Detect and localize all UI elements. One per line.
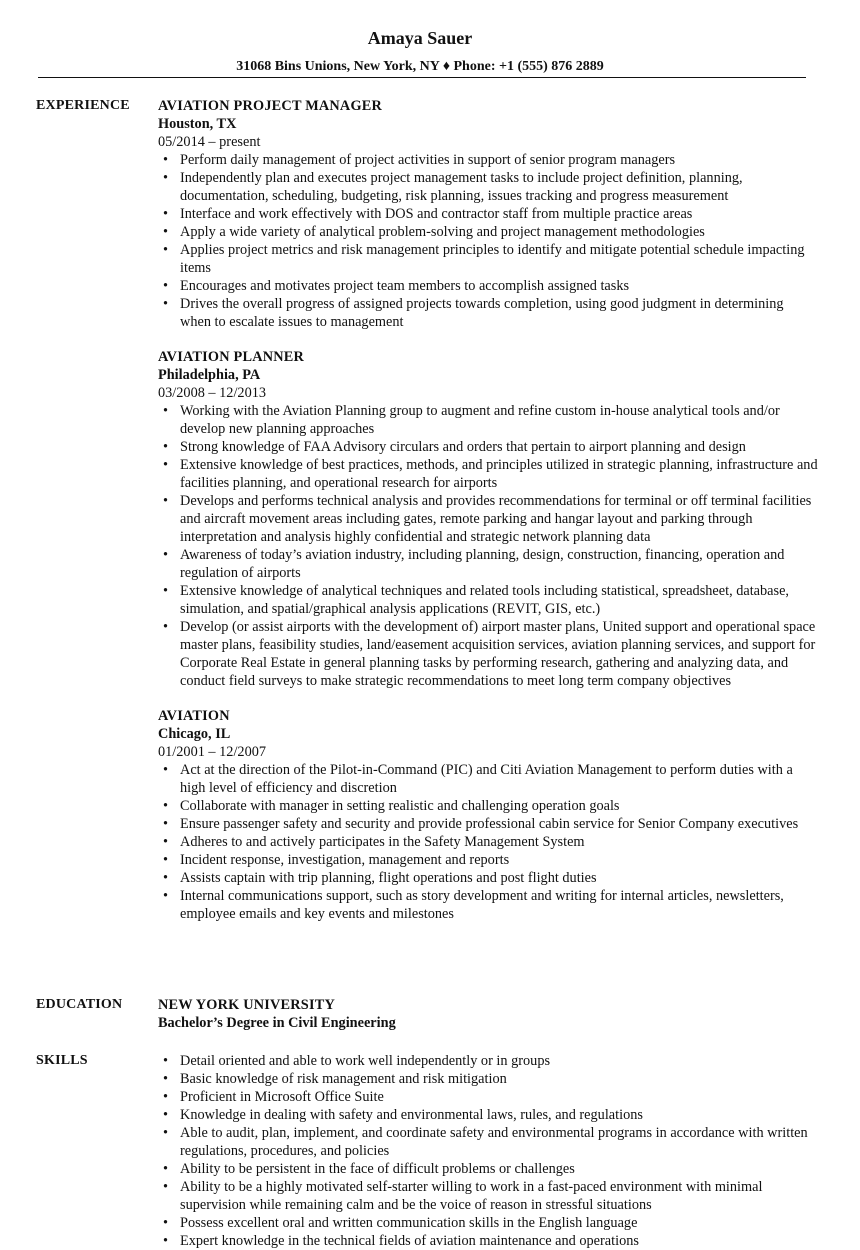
job-entry [158,707,818,923]
job-bullet: • Internal communications support, such as story development and writing for internal articles, newsletters, employee emails and key events and milestones [163,888,784,922]
experience-list [158,97,818,940]
skill-item: • Knowledge in dealing with safety and environmental laws, rules, and regulations [163,1107,643,1123]
job-bullets [158,761,818,923]
job-bullet: • Extensive knowledge of best practices, methods, and principles utilized in strategic planning, infrastructure and facilities planning, and operational research for airports [163,457,818,491]
job-title: AVIATION PLANNER [158,349,305,365]
bullet-icon: • [163,224,169,240]
education-degree: Bachelor’s Degree in Civil Engineering [158,1015,396,1031]
bullet-icon: • [163,798,169,814]
job-bullet: • Strong knowledge of FAA Advisory circulars and orders that pertain to airport planning and design [163,439,746,455]
bullet-icon: • [163,762,169,778]
job-location: Houston, TX [158,116,237,132]
job-bullet: • Act at the direction of the Pilot-in-Command (PIC) and Citi Aviation Management to perform duties with a high level of efficiency and discretion [163,762,793,796]
job-bullet: • Incident response, investigation, management and reports [163,852,510,868]
job-bullet: • Develop (or assist airports with the development of) airport master plans, United support and operational space master plans, feasibility studies, land/easement acquisition services, aviation planning services, and support for Corporate Real Estate in general planning tasks by performing research, gathering and analyzing data, and conduct field surveys to make strategic recommendations to meet long term company objectives [163,619,816,689]
skill-item: • Ability to be a highly motivated self-starter willing to work in a fast-paced environment with minimal supervision while remaining calm and be the voice of reason in stressful situations [163,1179,763,1213]
job-bullet: • Develops and performs technical analysis and provides recommendations for terminal or off terminal facilities and aircraft movement areas including gates, remote parking and hangar layout and parking through interpretation and analysis highly confidential and strategic network planning data [163,493,812,545]
skill-item: • Able to audit, plan, implement, and coordinate safety and environmental programs in accordance with written regulations, procedures, and policies [163,1125,808,1159]
bullet-icon: • [163,852,169,868]
bullet-icon: • [163,888,169,904]
skills-list [158,1052,818,1250]
job-location: Chicago, IL [158,726,231,742]
contact-line: 31068 Bins Unions, New York, NY ♦ Phone: +1 (555) 876 2889 [236,59,604,74]
job-dates: 03/2008 – 12/2013 [158,385,267,401]
job-entry [158,348,818,690]
job-bullet: • Extensive knowledge of analytical techniques and related tools including statistical, spreadsheet, database, simulation, and spatial/graphical analysis applications (REVIT, GIS, etc.) [163,583,790,617]
education-body [158,996,818,1032]
bullet-icon: • [163,403,169,419]
skill-item: • Detail oriented and able to work well independently or in groups [163,1053,551,1069]
bullet-icon: • [163,1215,169,1231]
job-bullet: • Apply a wide variety of analytical problem-solving and project management methodologies [163,224,705,240]
job-bullet: • Adheres to and actively participates in the Safety Management System [163,834,585,850]
bullet-icon: • [163,1089,169,1105]
skill-item: • Proficient in Microsoft Office Suite [163,1089,384,1105]
bullet-icon: • [163,439,169,455]
job-dates: 05/2014 – present [158,134,261,150]
skills-body [158,1052,818,1250]
bullet-icon: • [163,206,169,222]
job-bullet: • Awareness of today’s aviation industry, including planning, design, construction, financing, operation and regulation of airports [163,547,785,581]
bullet-icon: • [163,242,169,258]
skill-item: • Ability to be persistent in the face of difficult problems or challenges [163,1161,575,1177]
bullet-icon: • [163,816,169,832]
header-divider [38,77,806,78]
bullet-icon: • [163,834,169,850]
candidate-name: Amaya Sauer [367,28,473,48]
bullet-icon: • [163,1161,169,1177]
bullet-icon: • [163,1179,169,1195]
job-dates: 01/2001 – 12/2007 [158,744,267,760]
bullet-icon: • [163,493,169,509]
bullet-icon: • [163,296,169,312]
job-bullet: • Applies project metrics and risk management principles to identify and mitigate potential schedule impacting items [163,242,805,276]
job-bullet: • Ensure passenger safety and security and provide professional cabin service for Senior Company executives [163,816,799,832]
bullet-icon: • [163,1053,169,1069]
bullet-icon: • [163,278,169,294]
bullet-icon: • [163,547,169,563]
bullet-icon: • [163,619,169,635]
job-bullet: • Interface and work effectively with DOS and contractor staff from multiple practice areas [163,206,693,222]
job-title: AVIATION [158,708,230,724]
job-bullet: • Assists captain with trip planning, flight operations and post flight duties [163,870,597,886]
job-bullet: • Independently plan and executes project management tasks to include project definition, planning, documentation, scheduling, budgeting, risk planning, issues tracking and progress measurement [163,170,743,204]
skill-item: • Basic knowledge of risk management and risk mitigation [163,1071,507,1087]
section-label-skills: SKILLS [36,1053,88,1068]
job-bullets [158,151,818,331]
job-entry [158,97,818,331]
job-bullet: • Drives the overall progress of assigned projects towards completion, using good judgment in determining when to escalate issues to management [163,296,784,330]
job-location: Philadelphia, PA [158,367,261,383]
skill-item: • Expert knowledge in the technical fields of aviation maintenance and operations [163,1233,639,1249]
section-label-education: EDUCATION [36,997,123,1012]
job-bullet: • Working with the Aviation Planning group to augment and refine custom in-house analytical tools and/or develop new planning approaches [163,403,780,437]
bullet-icon: • [163,870,169,886]
bullet-icon: • [163,170,169,186]
bullet-icon: • [163,152,169,168]
bullet-icon: • [163,1125,169,1141]
section-label-experience: EXPERIENCE [36,98,130,113]
bullet-icon: • [163,457,169,473]
job-bullet: • Perform daily management of project activities in support of senior program managers [163,152,676,168]
skill-item: • Possess excellent oral and written communication skills in the English language [163,1215,638,1231]
bullet-icon: • [163,1107,169,1123]
job-bullet: • Collaborate with manager in setting realistic and challenging operation goals [163,798,620,814]
job-bullets [158,402,818,690]
education-school: NEW YORK UNIVERSITY [158,997,335,1013]
job-title: AVIATION PROJECT MANAGER [158,98,383,114]
bullet-icon: • [163,1071,169,1087]
bullet-icon: • [163,1233,169,1249]
bullet-icon: • [163,583,169,599]
job-bullet: • Encourages and motivates project team members to accomplish assigned tasks [163,278,630,294]
